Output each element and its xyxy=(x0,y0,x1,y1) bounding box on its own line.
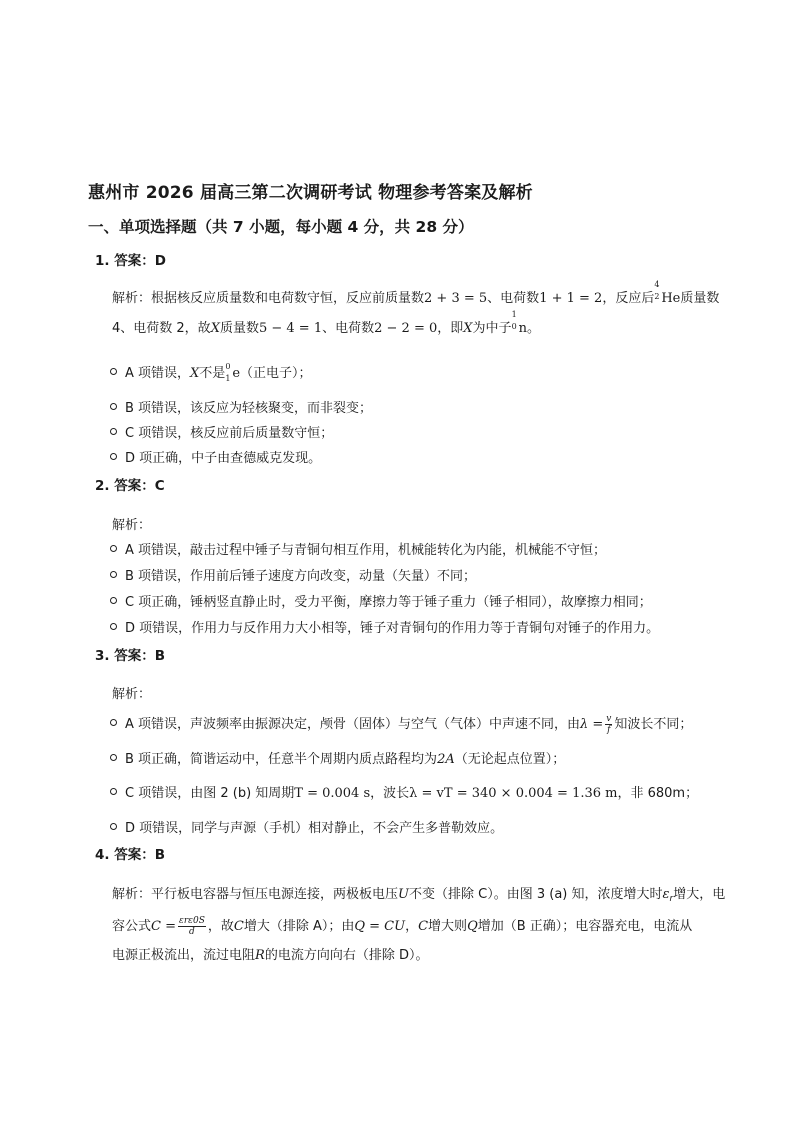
q1-option-d: D 项正确，中子由查德威克发现。 xyxy=(110,447,321,466)
q2-option-d: D 项错误，作用力与反作用力大小相等，锤子对青铜句的作用力等于青铜句对锤子的作用力。 xyxy=(110,617,659,636)
q1-explanation-line1: 解析：根据核反应质量数和电荷数守恒，反应前质量数2 + 3 = 5、电荷数1 + 1 = 2，反应后 4 2 He质量数 xyxy=(112,284,742,314)
document-title: 惠州市 2026 届高三第二次调研考试 物理参考答案及解析 xyxy=(88,183,533,203)
bullet-icon xyxy=(110,788,117,795)
q2-option-b: B 项错误，作用前后锤子速度方向改变，动量（矢量）不同； xyxy=(110,565,476,584)
bullet-icon xyxy=(110,428,117,435)
q2-exp-label: 解析： xyxy=(112,518,152,533)
bullet-icon xyxy=(110,545,117,552)
q4-explanation-line3: 电源正极流出，流过电阻R的电流方向向右（排除 D）。 xyxy=(112,948,429,963)
section-heading: 一、单项选择题（共 7 小题，每小题 4 分，共 28 分） xyxy=(88,218,474,236)
q1-explanation-line2: 4、电荷数 2，故X质量数5 − 4 = 1、电荷数2 − 2 = 0，即X为中子 1 0 n。 xyxy=(112,314,742,344)
bullet-icon xyxy=(110,623,117,630)
q3-option-b: B 项正确，简谐运动中，任意半个周期内质点路程均为2A（无论起点位置）； xyxy=(110,748,565,767)
bullet-icon xyxy=(110,453,117,460)
q2-answer-heading: 2. 答案：C xyxy=(95,478,165,494)
q1-exp-label: 解析： xyxy=(112,291,152,306)
q3-exp-label: 解析： xyxy=(112,687,152,702)
q4-explanation-line2: 容公式C = $\frac{\text{εrε0S}}{d}$ ，故C增大（排除 A）；由Q = CU，C增大则Q增加（B 正确）；电容器充电，电流从 xyxy=(112,916,693,937)
q3-answer-heading: 3. 答案：B xyxy=(95,648,166,664)
q3-option-a: A 项错误，声波频率由振源决定，颅骨（固体）与空气（气体）中声速不同，由λ = $\frac{v}{f}$ 知波长不同； xyxy=(110,713,692,735)
q3-option-d: D 项错误，同学与声源（手机）相对静止，不会产生多普勒效应。 xyxy=(110,817,503,836)
neutron-symbol: 1 0 n xyxy=(511,310,527,336)
q3-option-c: C 项错误，由图 2 (b) 知周期T = 0.004 s，波长λ = vT = 340 × 0.004 = 1.36 m，非 680m； xyxy=(110,782,698,801)
q4-explanation-line1: 解析：平行板电容器与恒压电源连接，两极板电压U不变（排除 C）。由图 3 (a) 知，浓度增大时$\varepsilon_r$增大，电 xyxy=(112,887,726,904)
q2-option-c: C 项正确，锤柄竖直静止时，受力平衡，摩擦力等于锤子重力（锤子相同），故摩擦力相同； xyxy=(110,591,652,610)
q4-answer-heading: 4. 答案：B xyxy=(95,847,166,863)
bullet-icon xyxy=(110,597,117,604)
q1-option-b: B 项错误，该反应为轻核聚变，而非裂变； xyxy=(110,397,372,416)
q2-option-a: A 项错误，敲击过程中锤子与青铜句相互作用，机械能转化为内能，机械能不守恒； xyxy=(110,539,606,558)
q1-option-a: A 项错误，X不是 0 1 e（正电子）； xyxy=(110,362,312,381)
bullet-icon xyxy=(110,719,117,726)
positron-symbol: 0 1 e xyxy=(225,362,241,383)
helium-nucleus: 4 2 He xyxy=(654,280,681,306)
bullet-icon xyxy=(110,754,117,761)
q1-answer-heading: 1. 答案：D xyxy=(95,253,166,269)
capacitance-fraction: $\frac{\text{εrε0S}}{d}$ xyxy=(179,916,205,937)
fraction: $\frac{v}{f}$ xyxy=(606,714,612,735)
bullet-icon xyxy=(110,823,117,830)
q1-option-c: C 项错误，核反应前后质量数守恒； xyxy=(110,422,333,441)
bullet-icon xyxy=(110,403,117,410)
bullet-icon xyxy=(110,571,117,578)
bullet-icon xyxy=(110,368,117,375)
